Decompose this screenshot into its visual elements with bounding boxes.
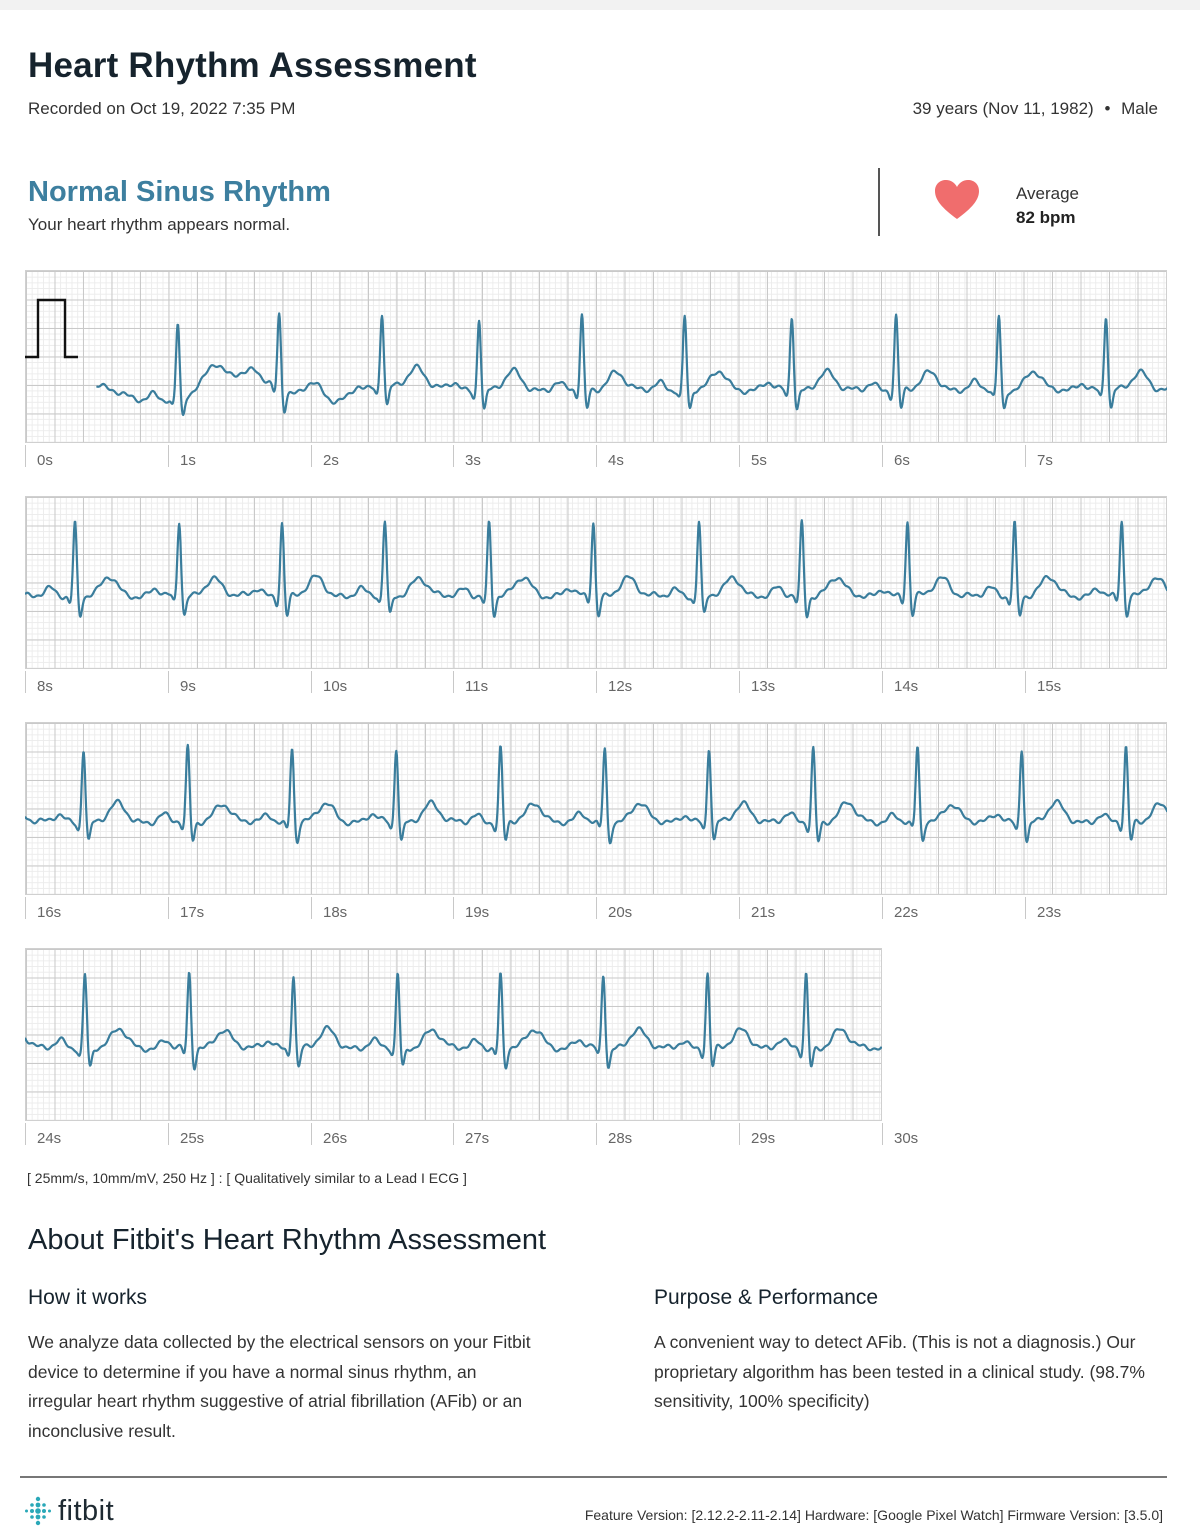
ecg-series-line <box>25 520 1167 617</box>
time-tick-label: 16s <box>37 904 62 921</box>
time-tick <box>25 671 26 693</box>
time-tick-label: 0s <box>37 452 53 469</box>
average-bpm: 82 bpm <box>1016 208 1076 227</box>
time-tick-label: 18s <box>323 904 348 921</box>
time-tick <box>168 1123 169 1145</box>
time-tick-label: 10s <box>323 678 348 695</box>
time-tick-label: 9s <box>180 678 196 695</box>
time-tick-label: 6s <box>894 452 910 469</box>
patient-info <box>913 99 1158 119</box>
time-tick <box>739 445 740 467</box>
time-tick <box>25 1123 26 1145</box>
ecg-trace-svg <box>25 496 1167 669</box>
heart-icon <box>934 180 980 220</box>
time-tick <box>882 897 883 919</box>
time-tick-label: 27s <box>465 1130 490 1147</box>
patient-age: 39 years (Nov 11, 1982) <box>912 99 1094 118</box>
ecg-spec-line: [ 25mm/s, 10mm/mV, 250 Hz ] : [ Qualitatively similar to a Lead I ECG ] <box>27 1170 467 1186</box>
fitbit-dots-icon <box>24 1495 52 1527</box>
time-tick-label: 23s <box>1037 904 1062 921</box>
time-tick-label: 13s <box>751 678 776 695</box>
time-tick <box>739 897 740 919</box>
time-tick <box>311 445 312 467</box>
how-it-works-text: We analyze data collected by the electrical sensors on your Fitbit device to determine if you have a normal sinus rhythm, an irregular heart rhythm suggestive of atrial fibrillation (AFib) or an inconclusive result. <box>28 1332 531 1441</box>
calibration-pulse <box>25 300 78 357</box>
footer-divider <box>20 1476 1167 1478</box>
time-tick-label: 7s <box>1037 452 1053 469</box>
time-tick <box>453 445 454 467</box>
time-tick <box>1025 897 1026 919</box>
time-tick <box>311 671 312 693</box>
time-tick <box>168 671 169 693</box>
time-tick <box>453 1123 454 1145</box>
time-tick <box>739 1123 740 1145</box>
time-tick <box>596 671 597 693</box>
time-tick-label: 28s <box>608 1130 633 1147</box>
time-tick-label: 15s <box>1037 678 1062 695</box>
ecg-trace-svg <box>25 948 882 1121</box>
time-tick-label: 11s <box>465 678 489 695</box>
time-tick-label: 19s <box>465 904 490 921</box>
time-tick-label: 17s <box>180 904 205 921</box>
time-tick-label: 25s <box>180 1130 205 1147</box>
time-tick <box>168 897 169 919</box>
ecg-series-line <box>96 313 1167 415</box>
result-title: Normal Sinus Rhythm <box>28 176 331 208</box>
ecg-series-line <box>25 745 1167 843</box>
time-tick <box>25 445 26 467</box>
time-tick <box>596 897 597 919</box>
time-tick-label: 30s <box>894 1130 919 1147</box>
time-tick <box>25 897 26 919</box>
time-tick-label: 26s <box>323 1130 348 1147</box>
time-tick <box>596 1123 597 1145</box>
recorded-date: Recorded on Oct 19, 2022 7:35 PM <box>28 99 296 118</box>
fitbit-wordmark: fitbit <box>58 1494 115 1527</box>
time-tick <box>311 897 312 919</box>
time-tick-label: 2s <box>323 452 339 469</box>
patient-sex: Male <box>1121 99 1158 118</box>
time-tick-label: 4s <box>608 452 624 469</box>
ecg-trace-svg <box>25 722 1167 895</box>
time-tick <box>882 445 883 467</box>
fitbit-logo <box>24 1494 114 1528</box>
average-label: Average <box>1016 184 1080 203</box>
result-subtitle: Your heart rhythm appears normal. <box>28 215 291 234</box>
footer-version-info: Feature Version: [2.12.2-2.11-2.14] Hardware: [Google Pixel Watch] Firmware Version: [3.5.0] <box>584 1507 1163 1523</box>
ecg-trace-svg <box>25 270 1167 443</box>
time-tick <box>596 445 597 467</box>
time-tick <box>168 445 169 467</box>
time-tick-label: 1s <box>180 452 196 469</box>
ecg-series-line <box>25 973 882 1069</box>
time-tick <box>1025 671 1026 693</box>
page-title: Heart Rhythm Assessment <box>28 46 477 85</box>
purpose-text: A convenient way to detect AFib. (This is not a diagnosis.) Our proprietary algorithm has been tested in a clinical study. (98.7% sensitivity, 100% specificity) <box>654 1332 1145 1411</box>
time-tick-label: 20s <box>608 904 633 921</box>
purpose-title: Purpose & Performance <box>654 1286 879 1309</box>
about-title: About Fitbit's Heart Rhythm Assessment <box>28 1224 547 1256</box>
time-tick-label: 29s <box>751 1130 776 1147</box>
time-tick <box>882 1123 883 1145</box>
time-tick-label: 21s <box>751 904 776 921</box>
time-tick <box>453 897 454 919</box>
time-tick <box>453 671 454 693</box>
time-tick <box>1025 445 1026 467</box>
top-shade <box>0 0 1200 10</box>
time-tick-label: 24s <box>37 1130 62 1147</box>
time-tick-label: 5s <box>751 452 767 469</box>
time-tick-label: 14s <box>894 678 919 695</box>
time-tick-label: 8s <box>37 678 53 695</box>
vertical-divider <box>878 168 880 236</box>
time-tick <box>739 671 740 693</box>
time-tick <box>882 671 883 693</box>
time-tick-label: 3s <box>465 452 481 469</box>
time-tick <box>311 1123 312 1145</box>
separator-dot: • <box>1104 99 1111 118</box>
how-it-works-title: How it works <box>28 1286 148 1309</box>
time-tick-label: 22s <box>894 904 919 921</box>
time-tick-label: 12s <box>608 678 633 695</box>
